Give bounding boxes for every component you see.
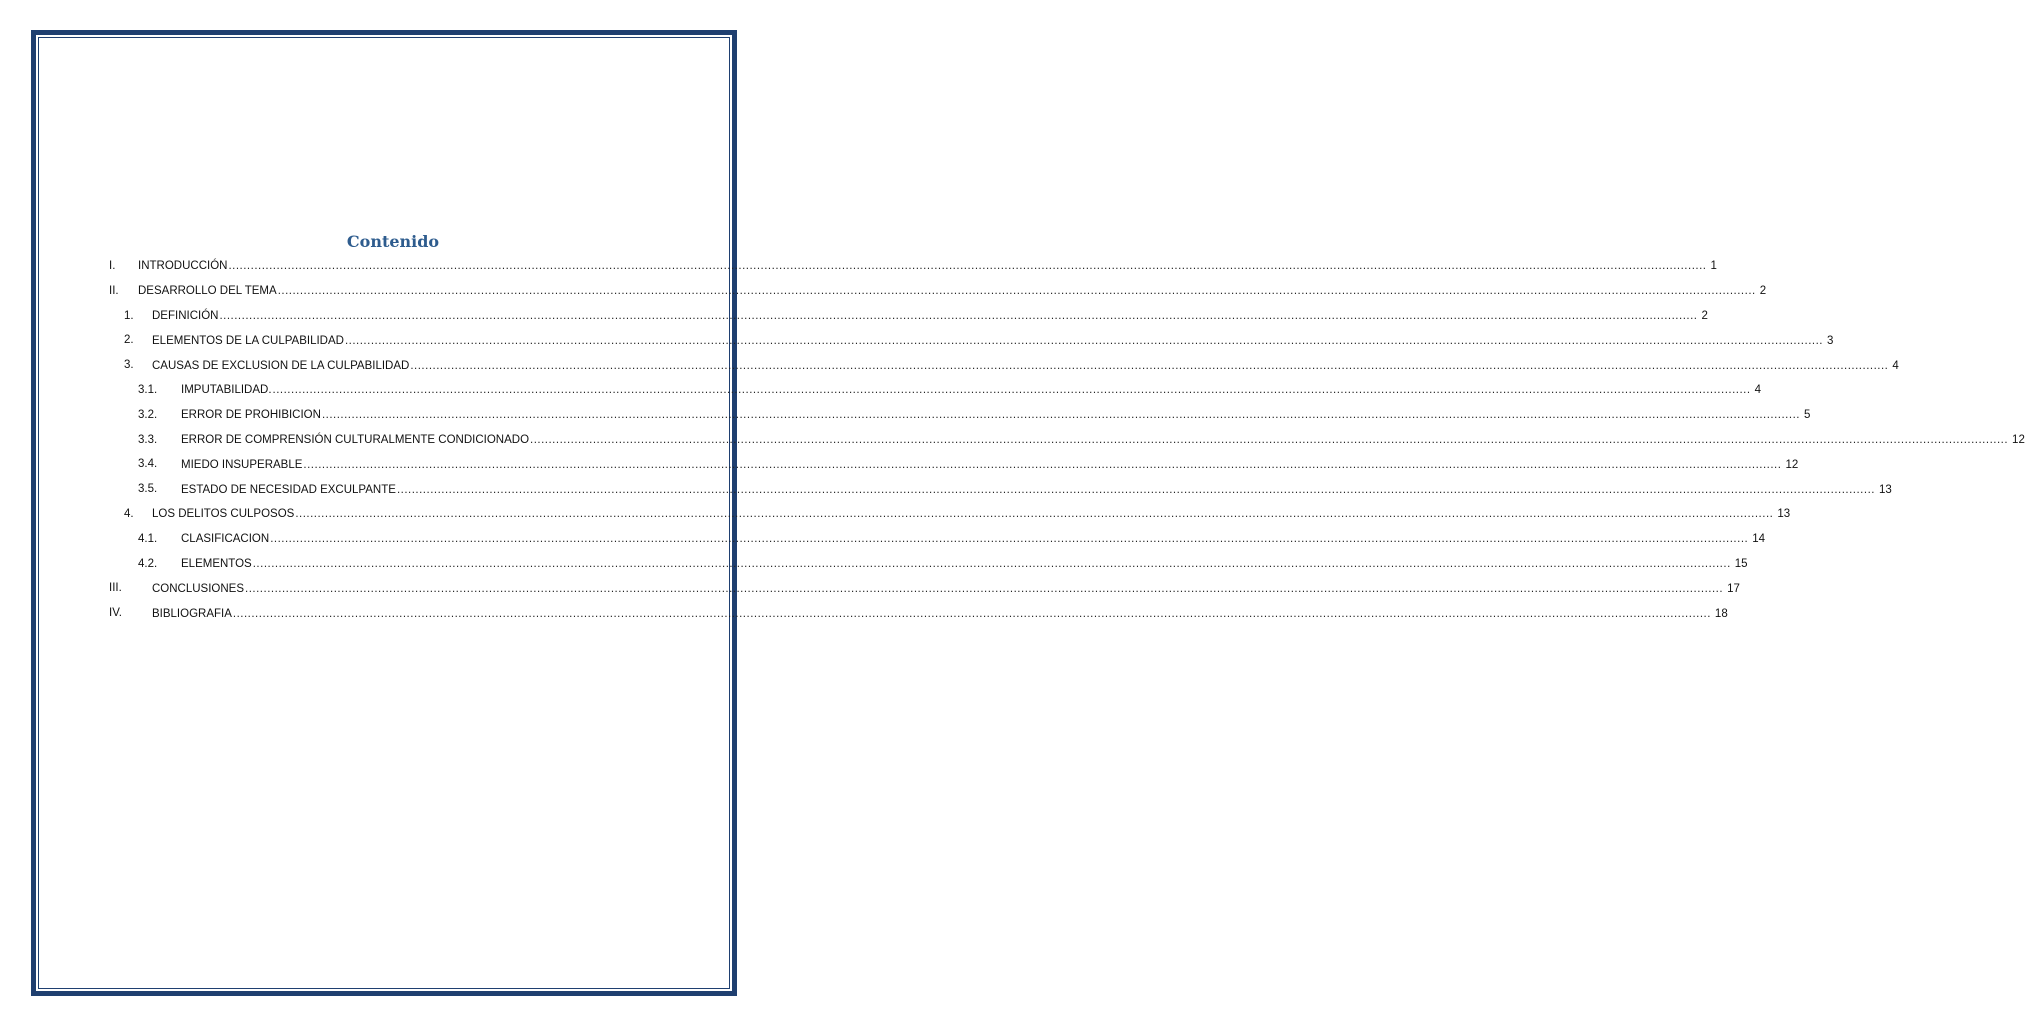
toc-entry-label: IMPUTABILIDAD. [181,384,272,397]
toc-entry[interactable] [109,527,1766,552]
toc-entry[interactable] [109,452,1799,477]
toc-entry-number: II. [109,284,119,297]
toc-entry-page: 18 [1714,607,1728,620]
toc-entry[interactable] [109,601,1728,626]
dot-leader: ................................................................................................................................................................................................................................................................................................................................................................................................................ [396,483,1875,496]
toc-entry-label: ELEMENTOS [181,557,252,570]
toc-entry-label: ERROR DE PROHIBICION [181,409,321,422]
toc-entry-label: CLASIFICACION [181,533,270,546]
dot-leader: ................................................................................................................................................................................................................................................................................................................................................................................................................ [245,582,1724,595]
toc-entry[interactable] [109,502,1791,527]
toc-entry-label: CAUSAS DE EXCLUSION DE LA CULPABILIDAD [152,359,410,372]
toc-entry-label: LOS DELITOS CULPOSOS [152,508,295,521]
toc-entry[interactable] [109,279,1767,304]
toc-entry-page: 4 [1892,359,1899,372]
toc-entry-label: CONCLUSIONES [152,582,245,595]
toc-entry[interactable] [109,378,1761,403]
toc-entry-page: 14 [1752,533,1766,546]
toc-entry-page: 2 [1701,309,1708,322]
toc-entry-page: 2 [1759,285,1767,298]
toc-entry[interactable] [109,477,1892,502]
toc-entry-label: DESARROLLO DEL TEMA [138,285,277,298]
toc-entry[interactable] [109,428,2025,453]
toc-entry-page: 12 [1785,458,1799,471]
toc-entry-label: ERROR DE COMPRENSIÓN CULTURALMENTE CONDICIONADO [181,433,530,446]
dot-leader: ................................................................................................................................................................................................................................................................................................................................................................................................................ [219,309,1698,322]
toc-entry[interactable] [109,403,1811,428]
dot-leader: ................................................................................................................................................................................................................................................................................................................................................................................................................ [321,409,1800,422]
dot-leader: ................................................................................................................................................................................................................................................................................................................................................................................................................ [344,334,1823,347]
dot-leader: ................................................................................................................................................................................................................................................................................................................................................................................................................ [277,285,1756,298]
toc-entry-label: ELEMENTOS DE LA CULPABILIDAD [152,334,344,347]
toc-entry[interactable] [109,254,1717,279]
toc-entry-page: 5 [1803,409,1811,422]
dot-leader: ................................................................................................................................................................................................................................................................................................................................................................................................................ [410,359,1889,372]
toc-entry-number: I. [109,260,116,272]
toc-entry-number: 3.1. [138,383,158,396]
dot-leader: ................................................................................................................................................................................................................................................................................................................................................................................................................ [272,384,1751,397]
toc-entry-number: 2. [124,334,134,347]
toc-entry-page: 15 [1734,557,1748,570]
toc-entry-number: 1. [124,309,134,322]
dot-leader: ................................................................................................................................................................................................................................................................................................................................................................................................................ [252,557,1731,570]
toc-entry-page: 3 [1826,334,1834,347]
toc-title: Contenido [346,232,440,251]
toc-entry-number: 3.5. [138,483,158,496]
toc-entry-number: 4.2. [138,557,158,570]
toc-entry-label: ESTADO DE NECESIDAD EXCULPANTE [181,483,396,496]
toc-entry[interactable] [109,353,1899,378]
dot-leader: ................................................................................................................................................................................................................................................................................................................................................................................................................ [530,433,2009,446]
toc-entry-label: INTRODUCCIÓN [138,260,228,273]
toc-entry[interactable] [109,576,1740,601]
toc-entry-number: III. [109,582,122,595]
toc-entry-number: 3.4. [138,458,158,471]
dot-leader: ................................................................................................................................................................................................................................................................................................................................................................................................................ [295,508,1774,521]
toc-entry-page: 13 [1878,483,1892,496]
dot-leader: ................................................................................................................................................................................................................................................................................................................................................................................................................ [232,607,1711,620]
toc-entry-number: 4.1. [138,532,158,545]
toc-entry-number: 3. [124,359,134,372]
toc-entry-number: 3.3. [138,433,158,446]
toc-entry-page: 17 [1727,582,1740,595]
toc-entry-label: MIEDO INSUPERABLE [181,458,303,471]
dot-leader: ................................................................................................................................................................................................................................................................................................................................................................................................................ [270,533,1749,546]
dot-leader: ................................................................................................................................................................................................................................................................................................................................................................................................................ [228,260,1707,273]
toc-entry[interactable] [109,304,1708,329]
toc-entry-label: BIBLIOGRAFIA [152,607,232,620]
toc-entry-page: 1 [1710,260,1717,273]
toc-entry-page: 13 [1777,508,1791,521]
toc-entry-number: IV. [109,607,123,620]
toc-entry-page: 12 [2012,433,2025,446]
dot-leader: ................................................................................................................................................................................................................................................................................................................................................................................................................ [303,458,1782,471]
toc-entry-page: 4 [1754,384,1761,397]
toc-entry-label: DEFINICIÓN [152,309,219,322]
toc-entry[interactable] [109,552,1748,577]
toc-entry-number: 3.2. [138,408,158,421]
table-of-contents [109,254,2025,626]
toc-entry-number: 4. [124,507,134,520]
toc-entry[interactable] [109,328,1834,353]
